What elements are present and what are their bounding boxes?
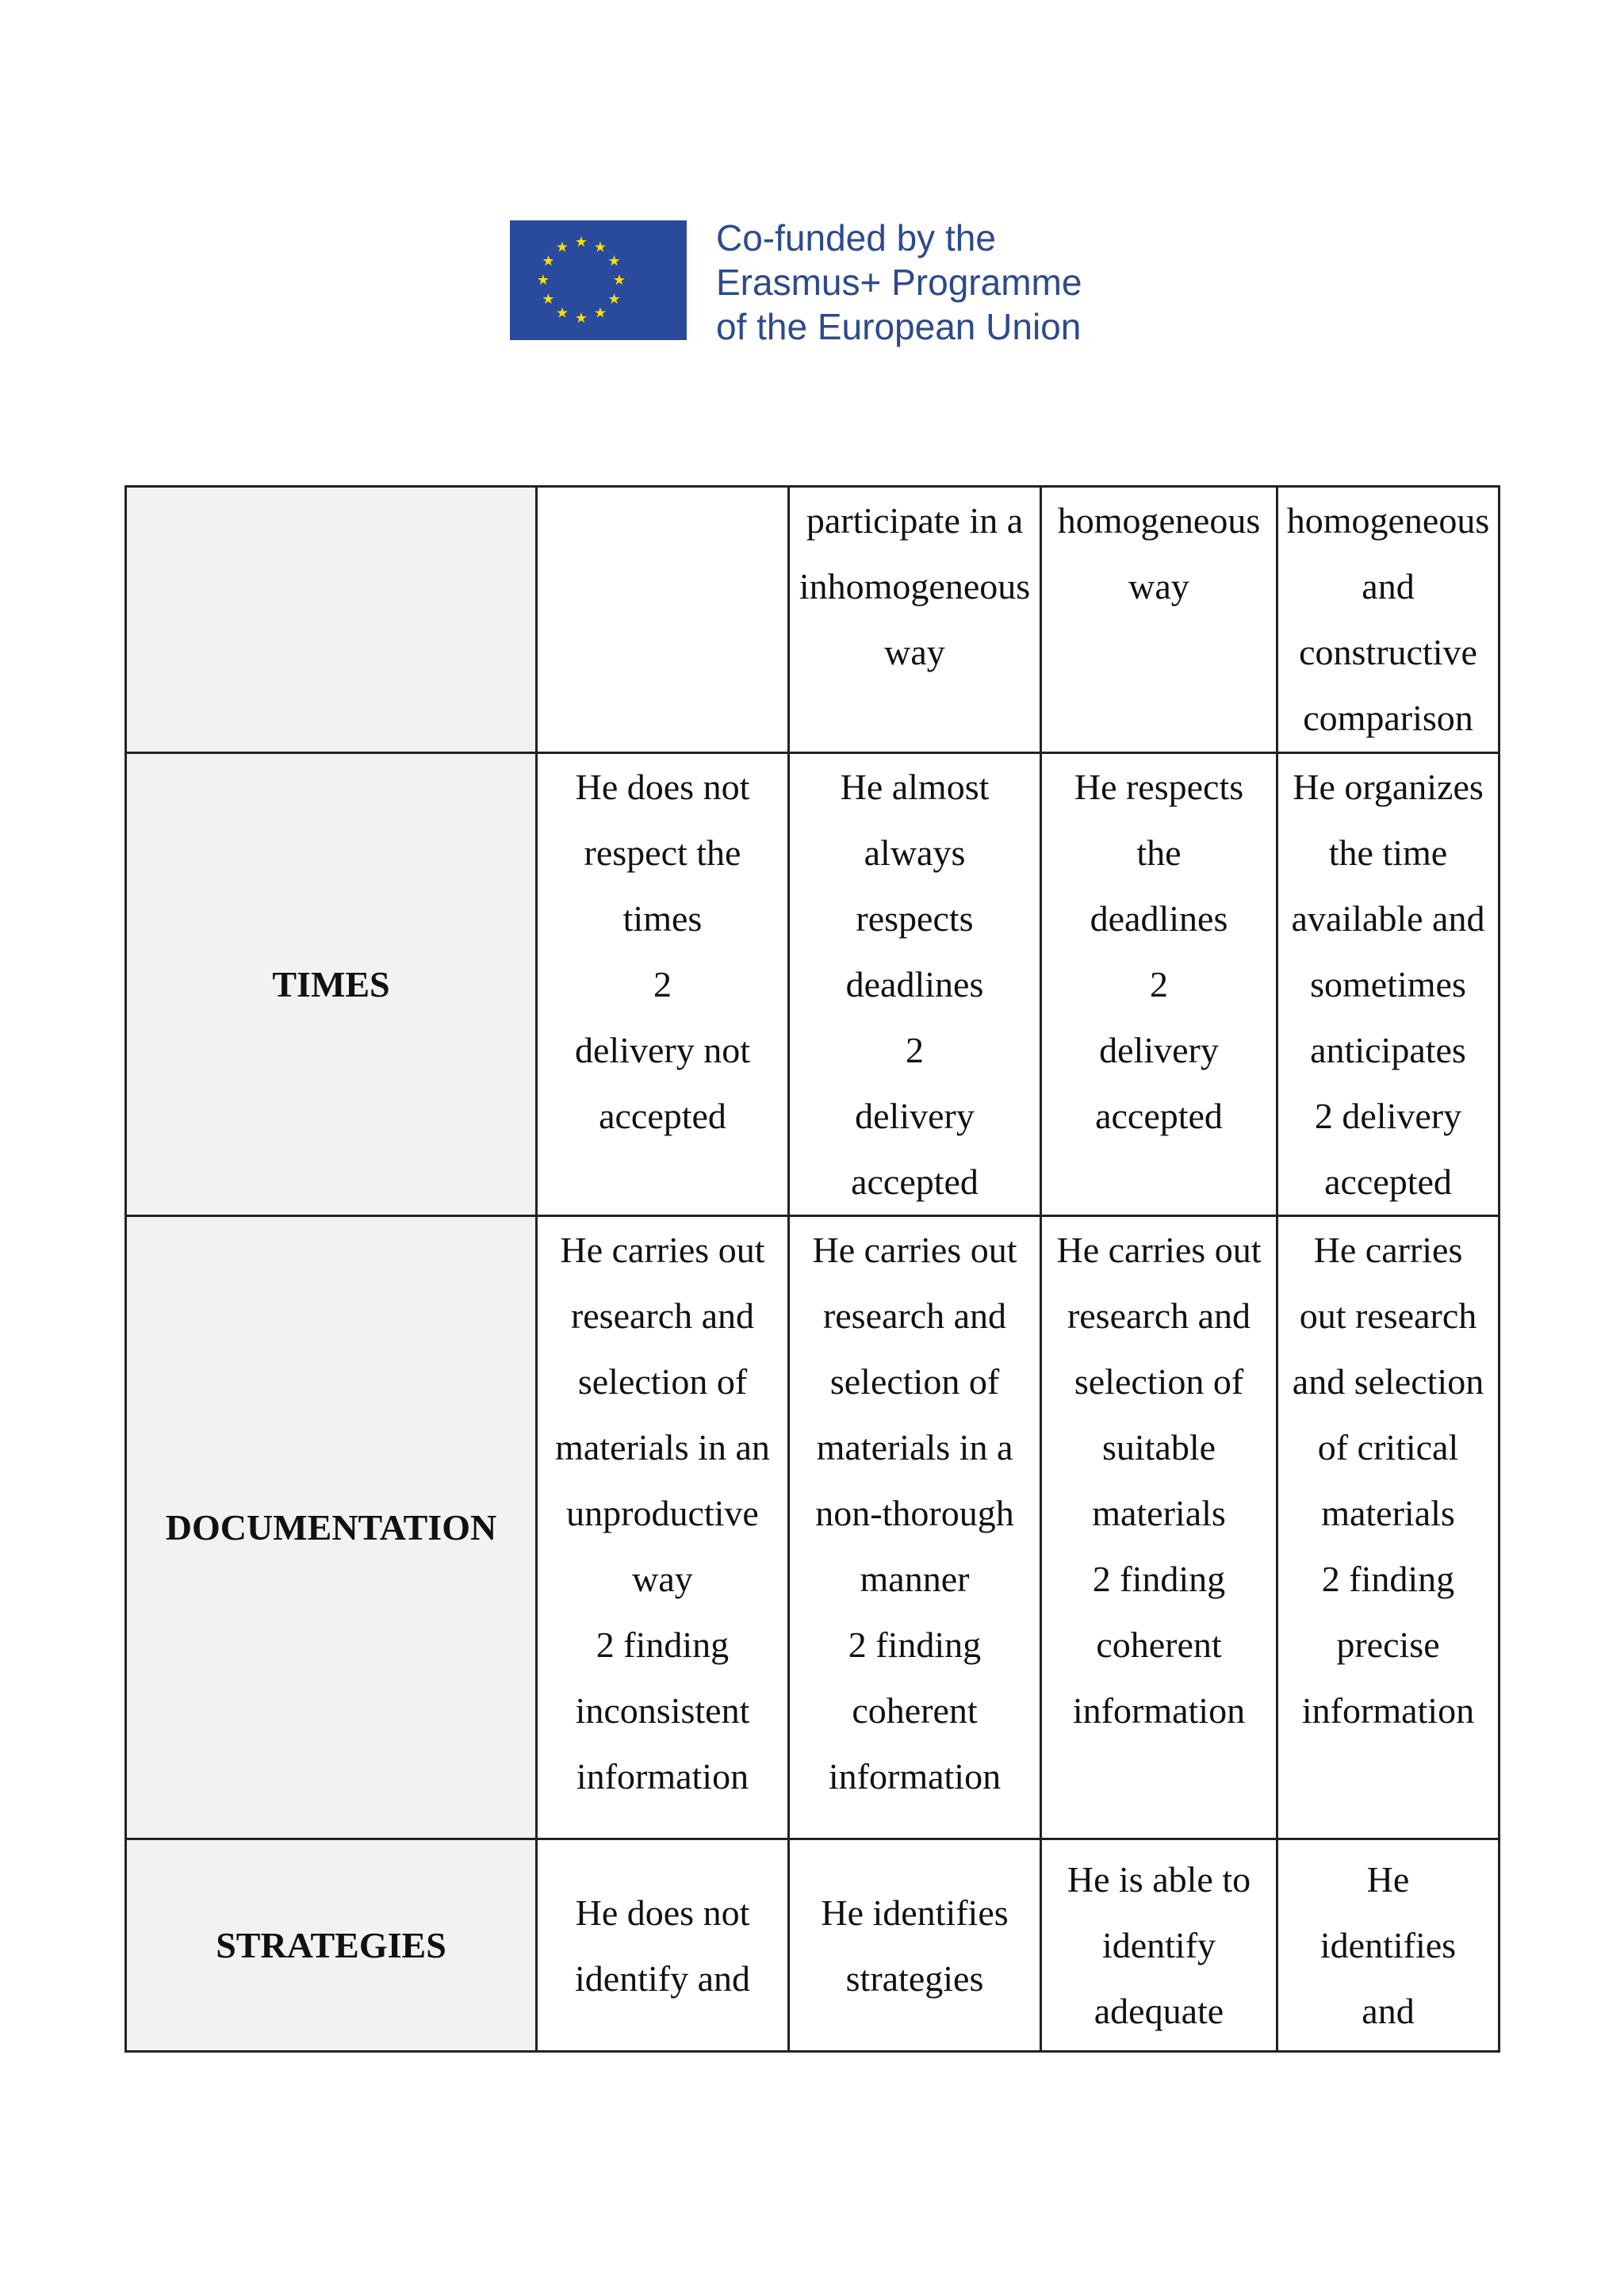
level-cell [1277,1839,1500,2052]
rubric-row [126,1216,1500,1839]
level-text-line: information [576,1756,749,1797]
level-text-line: respects [856,898,974,939]
level-text-line: constructive [1299,632,1477,672]
level-cell [537,753,789,1216]
rubric-row [126,753,1500,1216]
level-text-line: the time [1328,832,1448,873]
erasmus-logo [510,217,1105,347]
level-text-line: coherent [1096,1624,1222,1665]
flag-star-icon: ★ [607,253,621,270]
level-text-line: research and [822,1295,1007,1336]
level-cell [1277,1216,1500,1839]
level-text-line: inconsistent [575,1690,750,1731]
level-cell [1041,753,1277,1216]
level-text-line: information [1072,1690,1246,1731]
level-cell [537,1216,789,1839]
level-text-line: way [1128,566,1189,607]
level-text-line: materials in an [555,1427,770,1468]
level-text-line: out research [1299,1295,1477,1336]
level-text-line: He does not [575,1892,750,1933]
level-text-line: materials in a [816,1427,1013,1468]
level-cell [1277,487,1500,753]
level-cell [789,753,1041,1216]
criterion-cell [126,487,537,753]
level-cell [537,1839,789,2052]
level-text-line: He [1366,1859,1410,1900]
level-cell [537,487,789,753]
rubric-row [126,1839,1500,2052]
level-text-line: non-thorough [815,1493,1014,1533]
level-text-line: He carries out [1056,1230,1262,1270]
flag-star-icon: ★ [542,291,555,308]
level-text-line: respect the [584,832,741,873]
level-text-line: research and [1067,1295,1251,1336]
logo-text [716,216,1082,349]
flag-star-icon: ★ [574,234,588,251]
level-text-line: manner [860,1559,970,1599]
level-text-line: selection of [829,1361,1000,1402]
level-text-line: research and [570,1295,755,1336]
level-text-line: always [864,832,966,873]
criterion-cell: STRATEGIES [126,1839,537,2052]
level-text-line: of critical [1317,1427,1459,1468]
level-text-line: information [1301,1690,1475,1731]
level-text-line: materials [1321,1493,1455,1533]
level-text-line: 2 [906,1030,924,1070]
logo-text-line-1: Co-funded by the [716,217,996,258]
flag-star-icon: ★ [536,272,550,289]
level-text-line: and [1362,1991,1415,2031]
level-text-line: deadlines [845,964,984,1004]
flag-star-icon: ★ [555,239,569,256]
level-text-line: 2 [653,964,672,1004]
flag-star-icon: ★ [593,239,607,256]
level-text-line: He carries out [560,1230,765,1270]
level-text-line: precise [1336,1624,1440,1665]
flag-star-icon: ★ [542,253,555,270]
level-text-line: identify and [575,1957,750,1999]
flag-star-icon: ★ [574,310,588,327]
level-text-line: comparison [1303,698,1473,738]
level-text-line: delivery [1099,1030,1219,1070]
level-text-line: He carries out [812,1230,1017,1270]
level-text-line: He respects [1074,767,1244,807]
assessment-rubric-table [124,485,1500,2053]
level-cell [1041,1216,1277,1839]
level-cell [789,487,1041,753]
level-text-line: 2 finding [1092,1559,1226,1599]
level-text-line: deadlines [1090,898,1228,939]
level-text-line: 2 finding [1321,1559,1455,1599]
level-text-line: available and [1291,898,1485,939]
level-text-line: He identifies [821,1892,1009,1933]
flag-star-icon: ★ [593,304,607,322]
level-text-line: delivery not [575,1030,750,1070]
eu-flag-icon [510,220,687,340]
level-text-line: unproductive [566,1493,759,1533]
level-text-line: 2 delivery [1314,1096,1462,1136]
level-text-line: way [884,632,945,672]
level-text-line: He is able to [1067,1859,1251,1900]
flag-star-icon: ★ [555,304,569,322]
level-text-line: accepted [851,1161,979,1202]
level-text-line: identify [1101,1925,1216,1965]
level-text-line: materials [1092,1493,1226,1533]
level-text-line: delivery [855,1096,975,1136]
level-text-line: the [1136,832,1182,873]
criterion-cell: TIMES [126,753,537,1216]
level-text-line: coherent [852,1690,978,1731]
rubric-row [126,487,1500,753]
criterion-cell: DOCUMENTATION [126,1216,537,1839]
level-cell [789,1839,1041,2052]
level-text-line: homogeneous [1286,500,1490,541]
level-text-line: inhomogeneous [799,566,1031,607]
level-text-line: accepted [1095,1096,1223,1136]
level-text-line: and selection [1292,1361,1484,1402]
level-cell [789,1216,1041,1839]
level-text-line: He carries [1313,1230,1463,1270]
logo-text-line-3: of the European Union [716,306,1082,347]
flag-star-icon: ★ [612,272,626,289]
level-text-line: 2 finding [596,1624,730,1665]
level-text-line: 2 finding [848,1624,982,1665]
level-text-line: selection of [1074,1361,1244,1402]
level-text-line: participate in a [806,500,1024,541]
level-text-line: information [828,1756,1002,1797]
level-text-line: way [632,1559,693,1599]
level-text-line: and [1362,566,1415,607]
level-text-line: homogeneous [1057,500,1261,541]
flag-star-icon: ★ [607,291,621,308]
level-text-line: He organizes [1293,767,1484,807]
level-text-line: He almost [840,767,990,807]
level-text-line: suitable [1101,1427,1216,1468]
level-text-line: times [622,898,703,939]
level-text-line: He does not [575,767,750,807]
level-cell [1277,753,1500,1216]
logo-text-line-2: Erasmus+ Programme [716,262,1082,303]
level-text-line: identifies [1320,1925,1457,1965]
level-text-line: anticipates [1310,1030,1466,1070]
level-text-line: strategies [845,1957,984,1999]
level-text-line: adequate [1094,1991,1224,2031]
level-cell [1041,487,1277,753]
level-text-line: accepted [1324,1161,1452,1202]
level-text-line: 2 [1150,964,1168,1004]
level-cell [1041,1839,1277,2052]
level-text-line: sometimes [1310,964,1466,1004]
level-text-line: selection of [577,1361,748,1402]
level-text-line: accepted [599,1096,726,1136]
